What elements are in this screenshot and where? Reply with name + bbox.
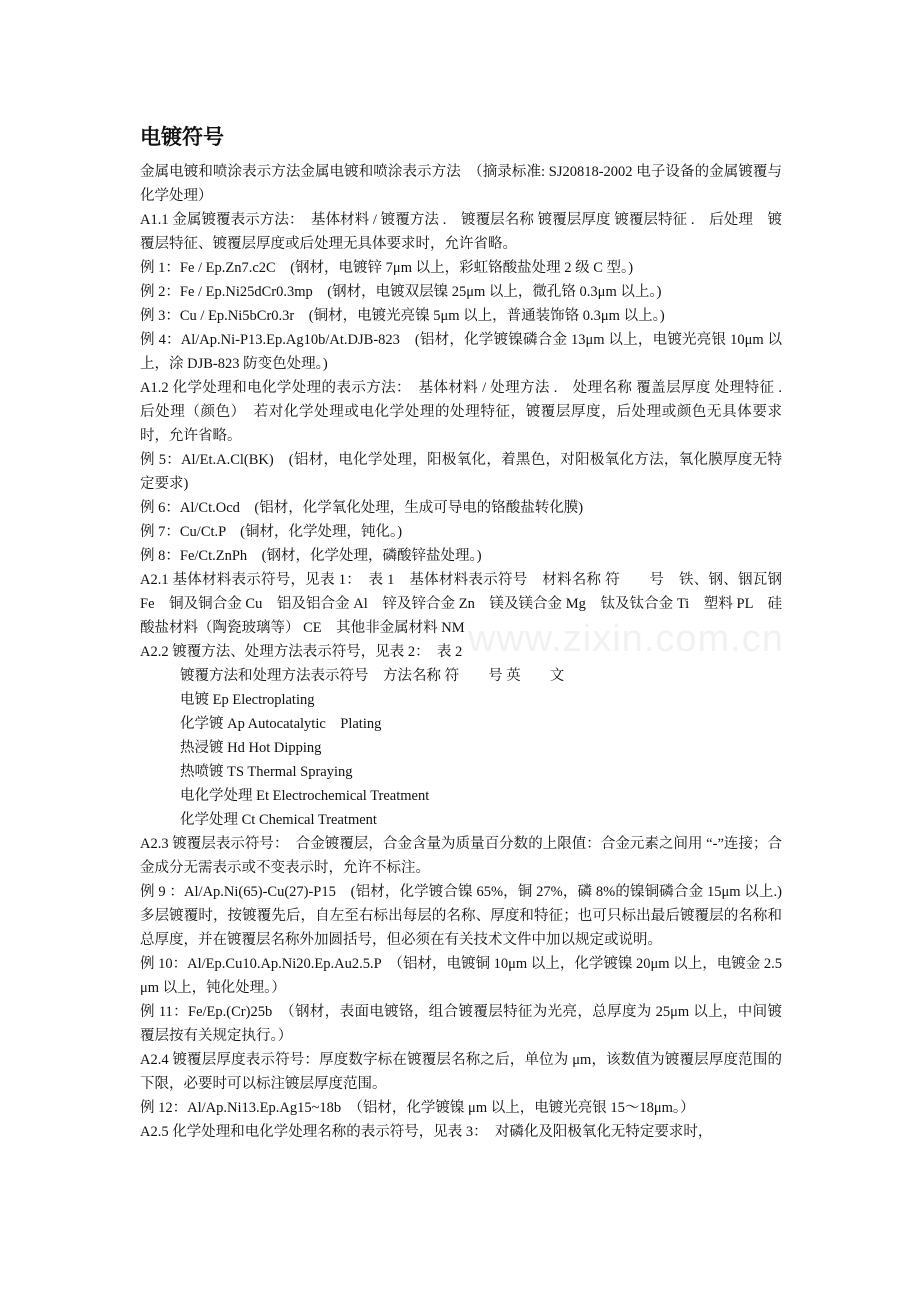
table-entry-line: 热喷镀 TS Thermal Spraying (180, 764, 353, 780)
paragraph: 金属电镀和喷涂表示方法金属电镀和喷涂表示方法 （摘录标准: SJ20818-2002 电子设备的金属镀覆与化学处理） (140, 164, 782, 204)
paragraph: A2.2 镀覆方法、处理方法表示符号，见表 2： 表 2 (140, 644, 463, 660)
paragraph: A2.1 基体材料表示符号，见表 1： 表 1 基体材料表示符号 材料名称 符 号 铁、钢、铟瓦钢 Fe 铜及铜合金 Cu 铝及铝合金 Al 锌及锌合金 Zn 镁及镁合金 Mg 钛及钛合金 Ti 塑料 PL 硅酸盐材料（陶瓷玻璃等） CE 其他非金属材料 NM (140, 572, 782, 636)
paragraph: 例 10：Al/Ep.Cu10.Ap.Ni20.Ep.Au2.5.P （铝材，电镀铜 10μm 以上，化学镀镍 20μm 以上，电镀金 2.5μm 以上，钝化处理。） (140, 956, 782, 996)
table-entry-line: 化学镀 Ap Autocatalytic Plating (180, 716, 382, 732)
table-entry-line: 镀覆方法和处理方法表示符号 方法名称 符 号 英 文 (180, 668, 565, 684)
paragraph: 例 3：Cu / Ep.Ni5bCr0.3r (铜材，电镀光亮镍 5μm 以上，普通装饰铬 0.3μm 以上。) (140, 308, 665, 324)
page-title: 电镀符号 (140, 125, 224, 149)
document-body (140, 160, 797, 1144)
paragraph: A2.4 镀覆层厚度表示符号：厚度数字标在镀覆层名称之后，单位为 μm，该数值为镀覆层厚度范围的下限，必要时可以标注镀层厚度范围。 (140, 1052, 782, 1092)
watermark: www.zixin.com.cn (468, 618, 784, 660)
paragraph: A2.3 镀覆层表示符号： 合金镀覆层，合金含量为质量百分数的上限值：合金元素之间用 “-”连接；合金成分无需表示或不变表示时，允许不标注。 (140, 836, 782, 876)
table-entry-line: 化学处理 Ct Chemical Treatment (180, 812, 377, 828)
paragraph: 例 1：Fe / Ep.Zn7.c2C (钢材，电镀锌 7μm 以上，彩虹铬酸盐处理 2 级 C 型。) (140, 260, 634, 276)
paragraph: 例 12：Al/Ap.Ni13.Ep.Ag15~18b （铝材，化学镀镍 μm 以上，电镀光亮银 15～18μm。） (140, 1100, 695, 1116)
paragraph: 例 5：Al/Et.A.Cl(BK) (铝材，电化学处理，阳极氧化，着黑色，对阳极氧化方法，氧化膜厚度无特定要求) (140, 452, 782, 492)
paragraph: 例 8：Fe/Ct.ZnPh (钢材，化学处理，磷酸锌盐处理。) (140, 548, 482, 564)
paragraph: 例 4：Al/Ap.Ni-P13.Ep.Ag10b/At.DJB-823 (铝材，化学镀镍磷合金 13μm 以上，电镀光亮银 10μm 以上，涂 DJB-823 防变色处理。) (140, 332, 782, 372)
paragraph: 例 9 ：Al/Ap.Ni(65)-Cu(27)-P15 (铝材，化学镀合镍 65%，铜 27%，磷 8%的镍铜磷合金 15μm 以上.) 多层镀覆时，按镀覆先后，自左至右标出每层的名称、厚度和特征；也可只标出最后镀覆层的名称和总厚度，并在镀覆层名称外加圆括号，但必须在有关技术文件中加以规定或说明。 (140, 884, 797, 948)
paragraph: A2.5 化学处理和电化学处理名称的表示符号，见表 3： 对磷化及阳极氧化无特定要求时， (140, 1124, 713, 1140)
table-entry-line: 电化学处理 Et Electrochemical Treatment (180, 788, 430, 804)
table-entry-line: 热浸镀 Hd Hot Dipping (180, 740, 322, 756)
paragraph: A1.1 金属镀覆表示方法： 基体材料 / 镀覆方法 . 镀覆层名称 镀覆层厚度 镀覆层特征 . 后处理 镀覆层特征、镀覆层厚度或后处理无具体要求时，允许省略。 (140, 212, 782, 252)
paragraph: 例 2：Fe / Ep.Ni25dCr0.3mp (钢材，电镀双层镍 25μm 以上，微孔铬 0.3μm 以上。) (140, 284, 662, 300)
table-entry-line: 电镀 Ep Electroplating (180, 692, 315, 708)
paragraph: 例 7：Cu/Ct.P (铜材，化学处理，钝化。) (140, 524, 403, 540)
paragraph: 例 6：Al/Ct.Ocd (铝材，化学氧化处理，生成可导电的铬酸盐转化膜) (140, 500, 584, 516)
paragraph: A1.2 化学处理和电化学处理的表示方法： 基体材料 / 处理方法 . 处理名称 覆盖层厚度 处理特征 . 后处理（颜色） 若对化学处理或电化学处理的处理特征，镀覆层厚度，后处理或颜色无具体要求时，允许省略。 (140, 380, 797, 444)
paragraph: 例 11：Fe/Ep.(Cr)25b （钢材，表面电镀铬，组合镀覆层特征为光亮，总厚度为 25μm 以上，中间镀覆层按有关规定执行。） (140, 1004, 782, 1044)
